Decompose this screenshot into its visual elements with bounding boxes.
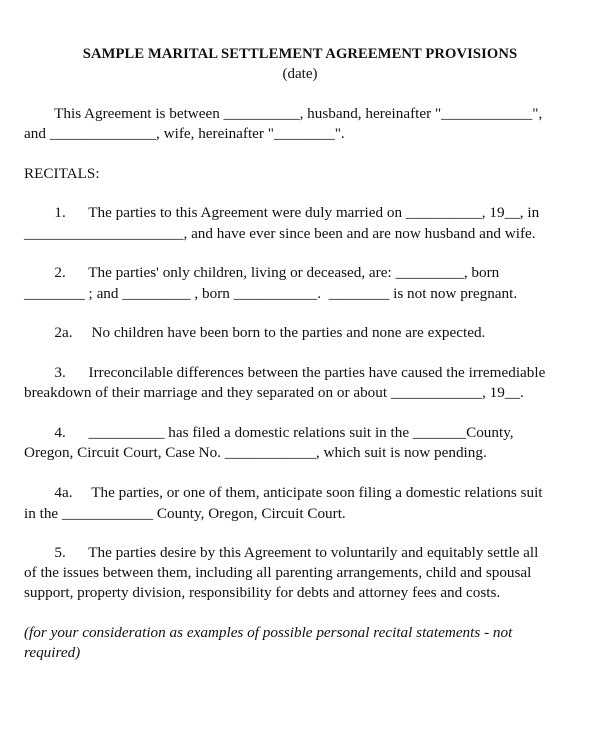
recital-5-line-2: of the issues between them, including all parenting arrangements, child and spousal: [24, 564, 532, 581]
recital-4a-line-1: 4a. The parties, or one of them, anticipate soon filing a domestic relations suit: [24, 484, 543, 501]
recital-5-line-1: 5. The parties desire by this Agreement to voluntarily and equitably settle all: [24, 544, 539, 561]
intro-line-2: and ______________, wife, hereinafter "________".: [24, 125, 345, 142]
recital-3-line-1: 3. Irreconcilable differences between the parties have caused the irremediable: [24, 364, 546, 381]
recital-4-line-1: 4. __________ has filed a domestic relations suit in the _______County,: [24, 424, 514, 441]
recital-2-line-2: ________ ; and _________ , born ___________. ________ is not now pregnant.: [24, 285, 518, 302]
recital-4-line-2: Oregon, Circuit Court, Case No. ____________, which suit is now pending.: [24, 444, 487, 461]
note-line-2: required): [24, 644, 81, 661]
recital-2-line-1: 2. The parties' only children, living or deceased, are: _________, born: [24, 264, 500, 281]
recital-3-line-2: breakdown of their marriage and they separated on or about ____________, 19__.: [24, 384, 524, 401]
recital-4a-line-2: in the ____________ County, Oregon, Circuit Court.: [24, 505, 346, 522]
recital-1-line-1: 1. The parties to this Agreement were duly married on __________, 19__, in: [24, 204, 540, 221]
note-line-1: (for your consideration as examples of possible personal recital statements - not: [24, 624, 513, 641]
document-title: SAMPLE MARITAL SETTLEMENT AGREEMENT PROVISIONS: [82, 46, 518, 62]
date-line: (date): [282, 66, 318, 82]
recital-5-line-3: support, property division, responsibility for debts and attorney fees and costs.: [24, 584, 501, 601]
recitals-heading: RECITALS:: [24, 165, 100, 182]
recital-1-line-2: _____________________, and have ever since been and are now husband and wife.: [24, 225, 536, 242]
intro-line-1: This Agreement is between __________, husband, hereinafter "____________",: [24, 105, 543, 122]
recital-2a-line-1: 2a. No children have been born to the parties and none are expected.: [24, 324, 486, 341]
